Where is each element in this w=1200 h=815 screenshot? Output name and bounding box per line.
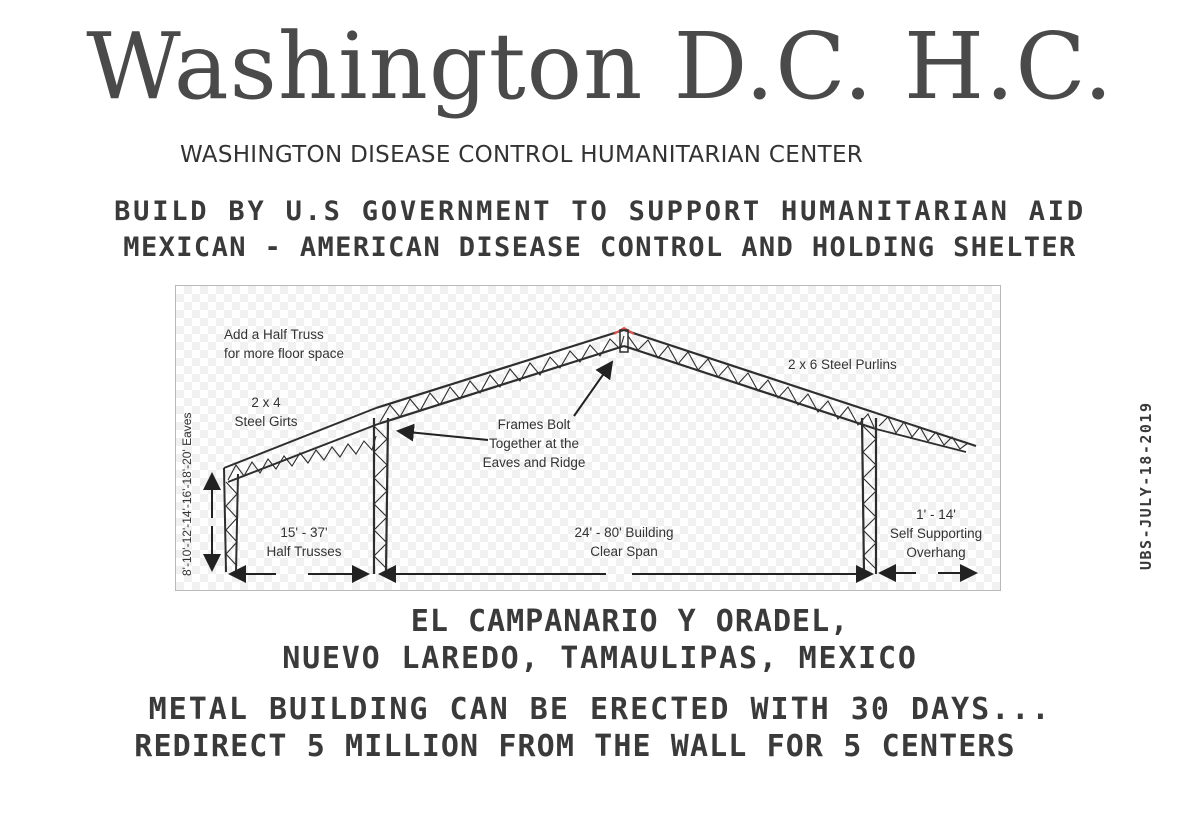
side-date-stamp: UBS-JULY-18-2019 bbox=[1137, 401, 1155, 570]
clear-span-label bbox=[554, 524, 694, 562]
frames-bolt-line-1: Frames Bolt bbox=[497, 417, 571, 432]
overhang-name-line-2: Overhang bbox=[906, 544, 966, 560]
steel-girts-size: 2 x 4 bbox=[251, 395, 281, 410]
footer-line-2: REDIRECT 5 MILLION FROM THE WALL FOR 5 CENTERS bbox=[134, 729, 1016, 764]
half-truss-note-line-1: Add a Half Truss bbox=[224, 327, 324, 342]
overhang-name-line-1: Self Supporting bbox=[889, 525, 983, 541]
frames-bolt-line-3: Eaves and Ridge bbox=[482, 454, 586, 470]
half-trusses-span-value: 15' - 37' bbox=[280, 525, 328, 540]
location-line-2: NUEVO LAREDO, TAMAULIPAS, MEXICO bbox=[282, 641, 918, 676]
steel-girts-label bbox=[231, 394, 301, 432]
tagline-line-2: MEXICAN - AMERICAN DISEASE CONTROL AND HOLDING SHELTER bbox=[123, 232, 1077, 263]
main-title: Washington D.C. H.C. bbox=[86, 13, 1114, 120]
half-trusses-span-label bbox=[254, 524, 354, 562]
half-truss-note-line-2: for more floor space bbox=[224, 345, 345, 361]
footer-line-1: METAL BUILDING CAN BE ERECTED WITH 30 DAYS... bbox=[148, 692, 1052, 727]
half-truss-note bbox=[224, 326, 344, 364]
tagline-line-1: BUILD BY U.S GOVERNMENT TO SUPPORT HUMANITARIAN AID bbox=[114, 196, 1086, 227]
steel-girts-name: Steel Girts bbox=[234, 413, 298, 429]
clear-span-value: 24' - 80' Building bbox=[574, 525, 674, 540]
eaves-height-label: 8'-10'-12'-14'-16'-18'-20' Eaves bbox=[180, 412, 194, 576]
frames-bolt-label bbox=[474, 416, 594, 473]
steel-building-diagram bbox=[175, 285, 1001, 591]
subtitle: WASHINGTON DISEASE CONTROL HUMANITARIAN CENTER bbox=[180, 142, 864, 168]
overhang-value: 1' - 14' bbox=[916, 507, 956, 522]
frames-bolt-line-2: Together at the bbox=[488, 435, 580, 451]
clear-span-name: Clear Span bbox=[590, 543, 658, 559]
half-trusses-span-name: Half Trusses bbox=[266, 543, 342, 559]
steel-purlins-label: 2 x 6 Steel Purlins bbox=[788, 357, 897, 372]
overhang-label bbox=[876, 506, 996, 563]
location-line-1: EL CAMPANARIO Y ORADEL, bbox=[410, 604, 850, 639]
